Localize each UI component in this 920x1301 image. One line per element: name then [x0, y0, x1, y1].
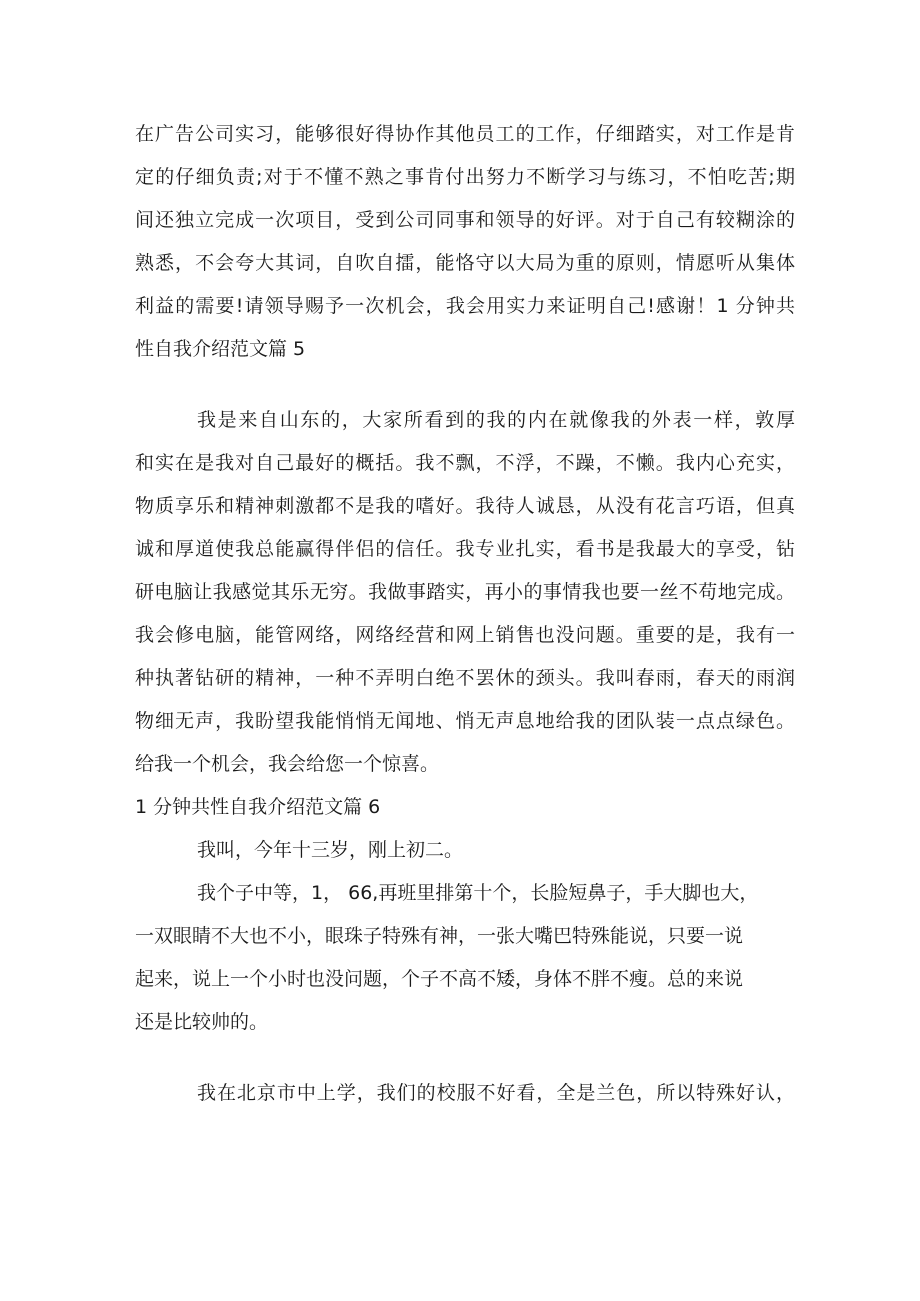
paragraph-2-line-6: 我会修电脑，能管网络，网络经营和网上销售也没问题。重要的是，我有一 — [135, 624, 795, 646]
paragraph-1-line-3: 间还独立完成一次项目，受到公司同事和领导的好评。对于自己有较糊涂的 — [135, 209, 795, 231]
section-heading-6: 1 分钟共性自我介绍范文篇 6 — [135, 796, 381, 818]
paragraph-2-line-8: 物细无声，我盼望我能悄悄无闻地、悄无声息地给我的团队装一点点绿色。 — [135, 710, 795, 732]
paragraph-2-line-5: 研电脑让我感觉其乐无穷。我做事踏实，再小的事情我也要一丝不苟地完成。 — [135, 581, 795, 603]
paragraph-1-line-2: 定的仔细负责;对于不懂不熟之事肯付出努力不断学习与练习，不怕吃苦;期 — [135, 166, 795, 188]
paragraph-5-line-1: 我在北京市中上学，我们的校服不好看，全是兰色，所以特殊好认， — [197, 1082, 795, 1104]
paragraph-2-line-4: 诚和厚道使我总能赢得伴侣的信任。我专业扎实，看书是我最大的享受，钻 — [135, 538, 795, 560]
paragraph-1-line-6: 性自我介绍范文篇 5 — [135, 338, 306, 360]
paragraph-2-line-9: 给我一个机会，我会给您一个惊喜。 — [135, 753, 440, 775]
paragraph-4-line-1: 我个子中等，1， 66,再班里排第十个，长脸短鼻子，手大脚也大， — [197, 882, 759, 904]
paragraph-1-line-4: 熟悉，不会夸大其词，自吹自擂，能恪守以大局为重的原则，情愿听从集体 — [135, 252, 795, 274]
paragraph-4-line-4: 还是比较帅的。 — [135, 1011, 269, 1033]
paragraph-4-line-3: 起来，说上一个小时也没问题，个子不高不矮，身体不胖不瘦。总的来说 — [135, 968, 744, 990]
paragraph-2-line-2: 和实在是我对自己最好的概括。我不飘，不浮，不躁，不懒。我内心充实， — [135, 452, 795, 474]
paragraph-2-line-1: 我是来自山东的，大家所看到的我的内在就像我的外表一样，敦厚 — [197, 409, 795, 431]
paragraph-2-line-3: 物质享乐和精神刺激都不是我的嗜好。我待人诚恳，从没有花言巧语，但真 — [135, 495, 795, 517]
paragraph-3-line-1: 我叫，今年十三岁，刚上初二。 — [197, 839, 464, 861]
paragraph-1-line-1: 在广告公司实习，能够很好得协作其他员工的工作，仔细踏实，对工作是肯 — [135, 123, 795, 145]
paragraph-2-line-7: 种执著钻研的精神，一种不弄明白绝不罢休的颈头。我叫春雨，春天的雨润 — [135, 667, 795, 689]
paragraph-4-line-2: 一双眼睛不大也不小，眼珠子特殊有神，一张大嘴巴特殊能说，只要一说 — [135, 925, 744, 947]
paragraph-1-line-5: 利益的需要!请领导赐予一次机会，我会用实力来证明自己!感谢！1 分钟共 — [135, 295, 795, 317]
